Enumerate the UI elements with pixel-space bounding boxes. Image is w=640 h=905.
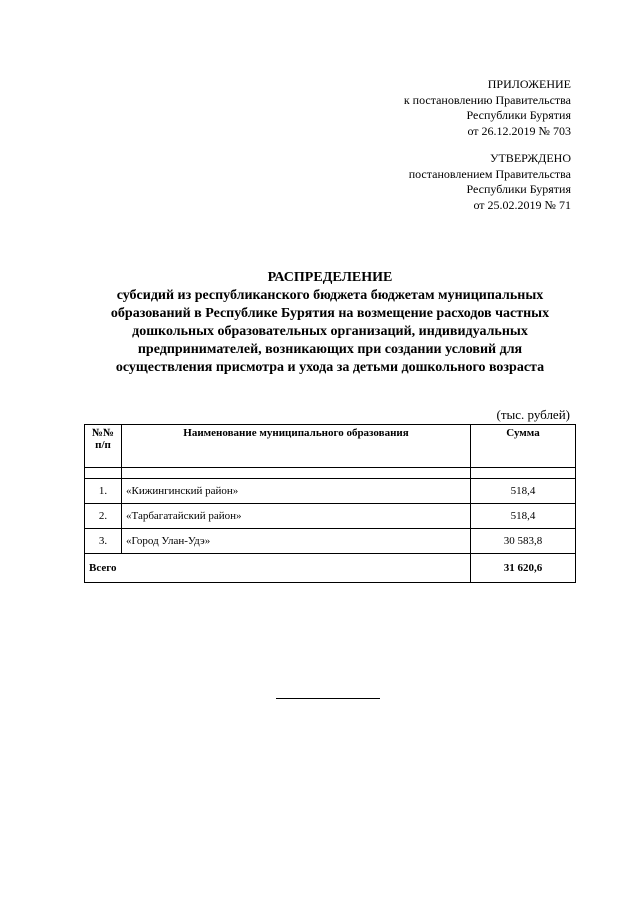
title-line: осуществления присмотра и ухода за детьми дошкольного возраста [115, 360, 545, 375]
table-header-row [85, 425, 576, 468]
spacer-cell [471, 468, 576, 479]
document-title [80, 269, 580, 377]
end-divider [276, 698, 380, 699]
header-number-line2: п/п [95, 439, 111, 451]
title-line: субсидий из республиканского бюджета бюджетам муниципальных [116, 288, 544, 303]
appendix-date-number: от 26.12.2019 № 703 [467, 123, 571, 138]
total-label: Всего [85, 554, 471, 583]
row-sum: 518,4 [471, 504, 576, 529]
row-number: 3. [85, 529, 122, 554]
row-municipality: «Кижингинский район» [122, 479, 471, 504]
title-heading: РАСПРЕДЕЛЕНИЕ [267, 270, 393, 285]
table-row [85, 479, 576, 504]
spacer-cell [122, 468, 471, 479]
approval-label: УТВЕРЖДЕНО [489, 151, 571, 165]
distribution-table [84, 424, 576, 583]
row-municipality: «Город Улан-Удэ» [122, 529, 471, 554]
row-sum: 518,4 [471, 479, 576, 504]
table-spacer-row [85, 468, 576, 479]
title-line: образований в Республике Бурятия на возмещение расходов частных [110, 306, 550, 321]
title-line: предпринимателей, возникающих при создании условий для [137, 342, 523, 357]
header-sum: Сумма [471, 425, 576, 468]
total-sum: 31 620,6 [471, 554, 576, 583]
header-number [85, 425, 122, 468]
approval-line: постановлением Правительства [408, 166, 571, 181]
table-row [85, 504, 576, 529]
row-sum: 30 583,8 [471, 529, 576, 554]
appendix-block [404, 77, 571, 139]
header-number-line1: №№ [91, 427, 115, 439]
table-total-row [85, 554, 576, 583]
table-row [85, 529, 576, 554]
appendix-label: ПРИЛОЖЕНИЕ [487, 77, 571, 91]
appendix-line: Республики Бурятия [466, 108, 571, 122]
appendix-line: к постановлению Правительства [403, 92, 571, 107]
approval-block [409, 151, 571, 213]
row-number: 1. [85, 479, 122, 504]
units-label: (тыс. рублей) [496, 407, 570, 422]
approval-date-number: от 25.02.2019 № 71 [473, 197, 571, 212]
header-name: Наименование муниципального образования [122, 425, 471, 468]
row-municipality: «Тарбагатайский район» [122, 504, 471, 529]
row-number: 2. [85, 504, 122, 529]
title-line: дошкольных образовательных организаций, индивидуальных [132, 324, 528, 339]
approval-line: Республики Бурятия [466, 182, 571, 196]
spacer-cell [85, 468, 122, 479]
